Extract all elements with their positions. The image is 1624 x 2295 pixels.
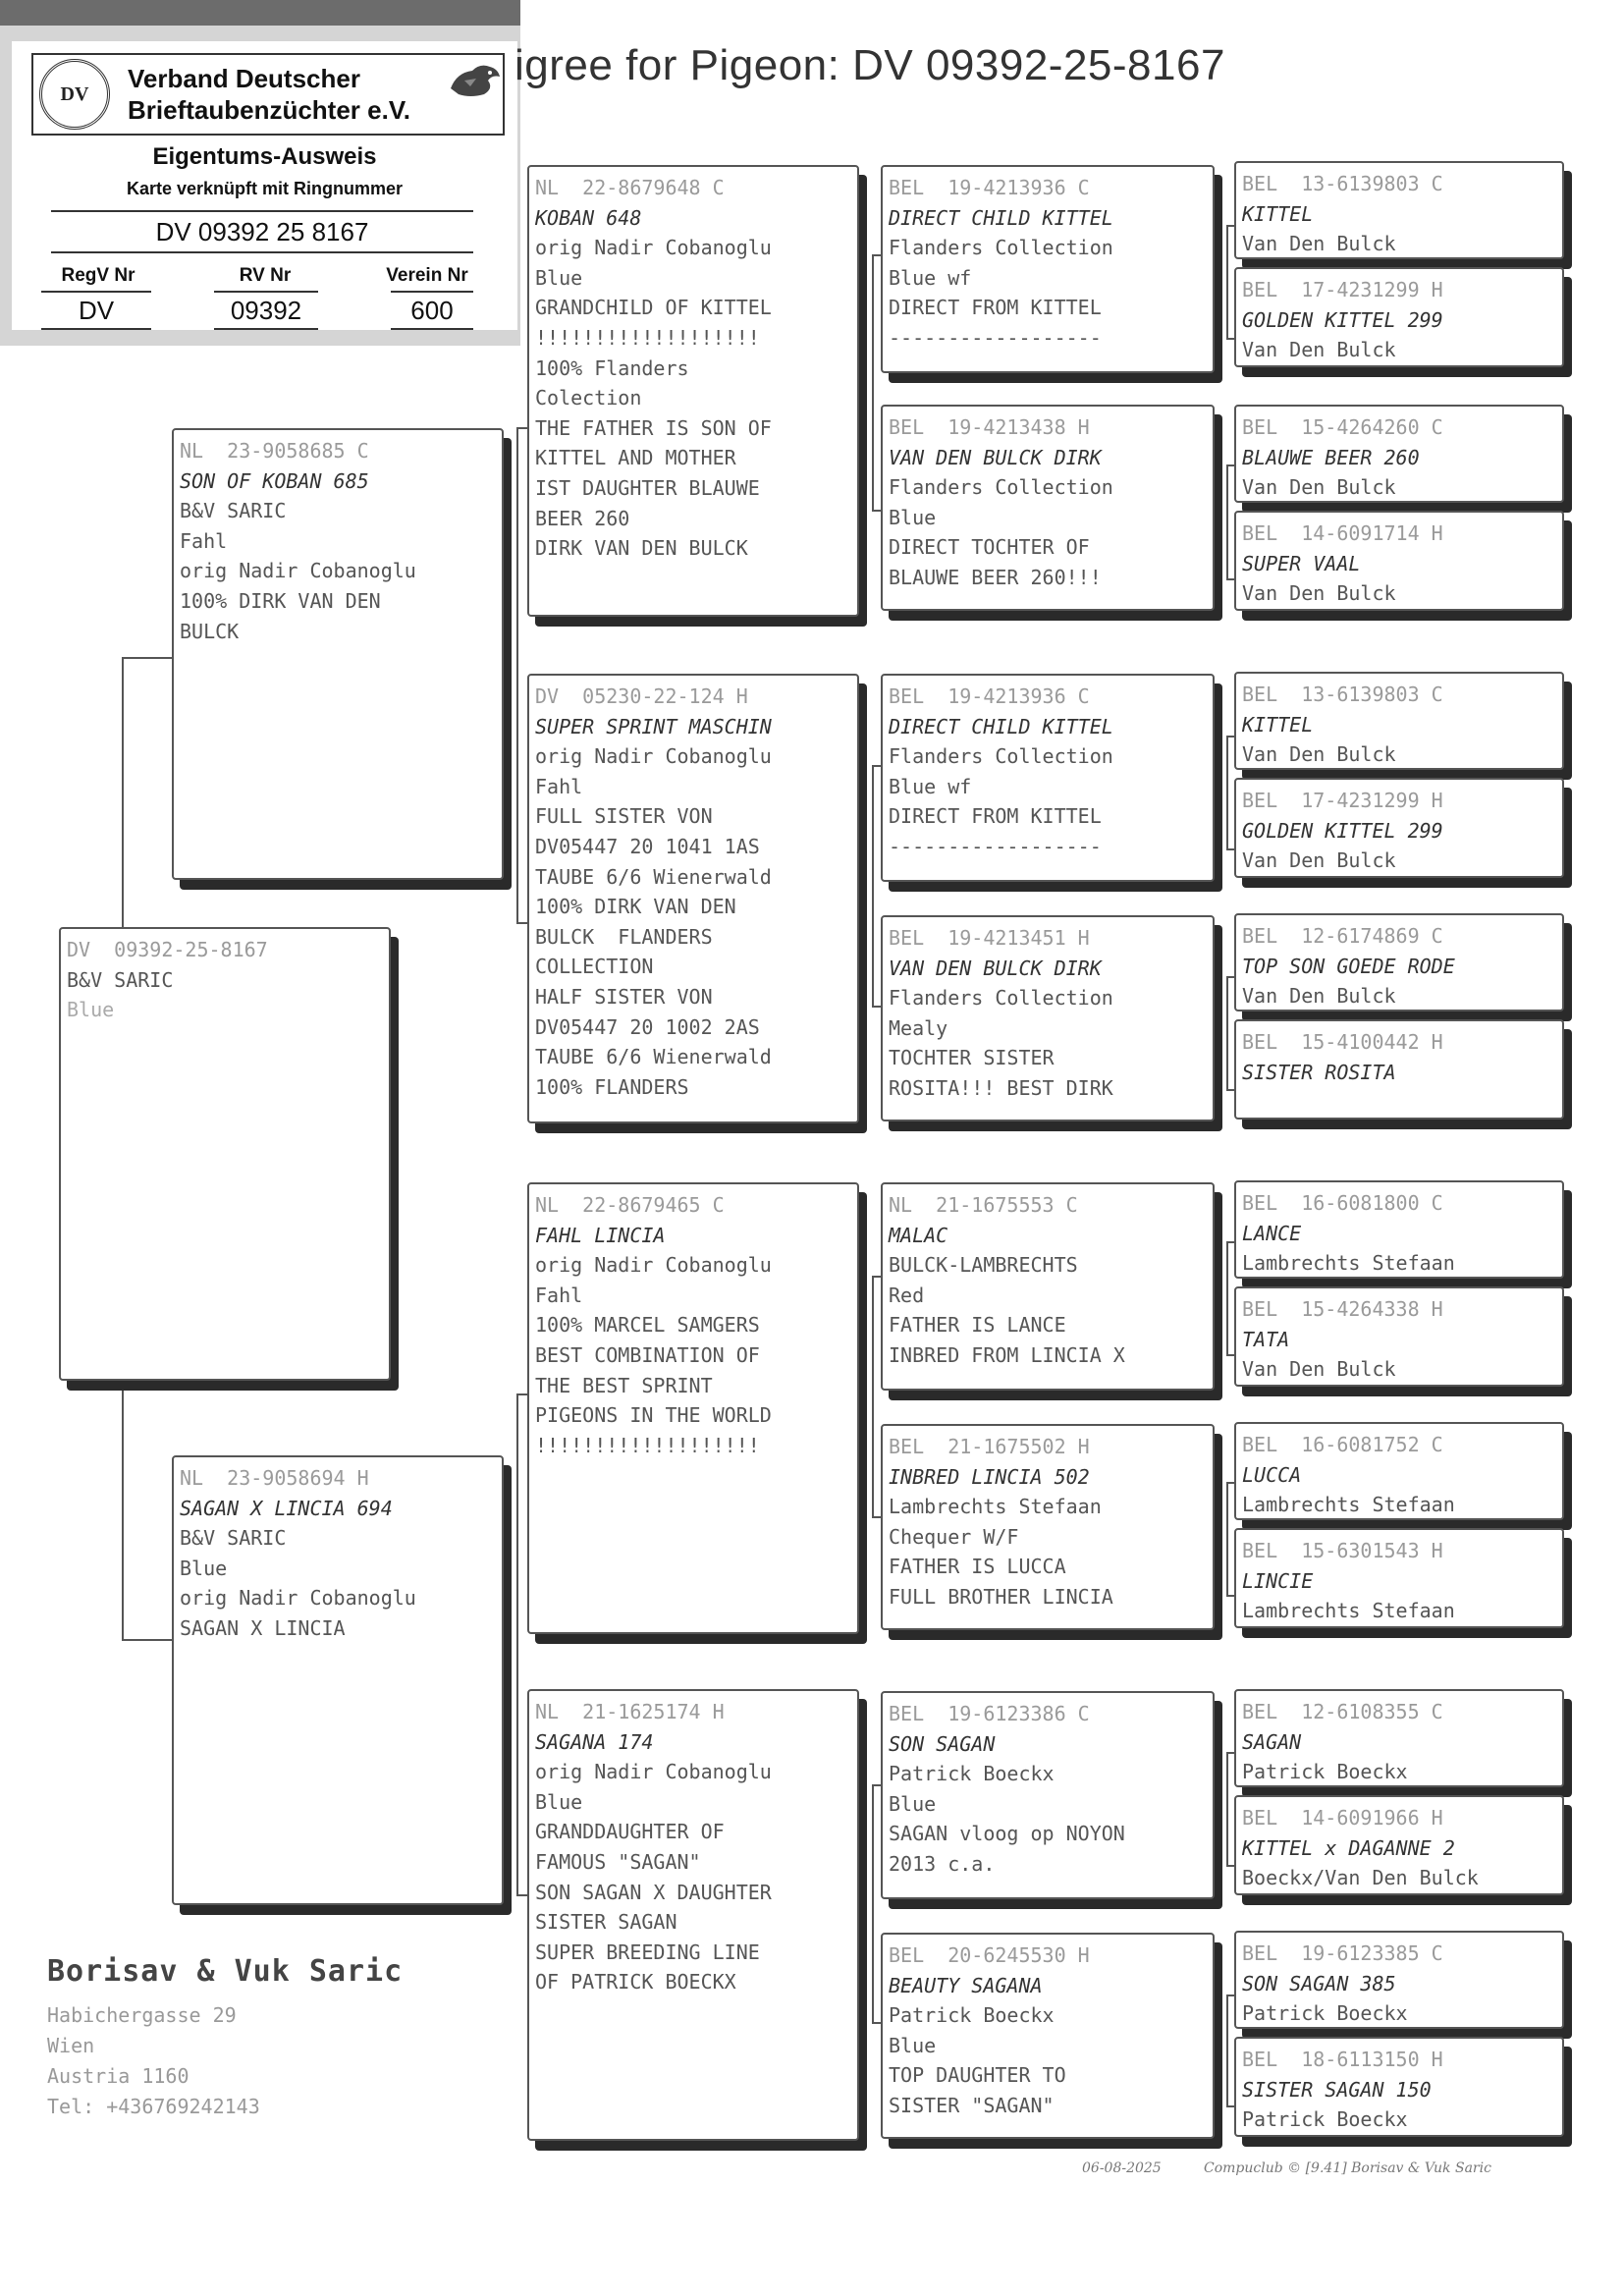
- pigeon-name: SON SAGAN: [889, 1731, 996, 1756]
- pedigree-line: FATHER IS LANCE: [889, 1313, 1066, 1338]
- pedigree-line: 2013 c.a.: [889, 1851, 996, 1876]
- pedigree-line: orig Nadir Cobanoglu: [535, 744, 772, 769]
- pedigree-line: Blue: [535, 1789, 583, 1814]
- great-grandparent-card: [881, 405, 1215, 611]
- subject-ring: DV 09392-25-8167: [67, 938, 268, 961]
- pedigree-line: ------------------: [889, 325, 1102, 350]
- gg-grandparent-card: [1234, 405, 1564, 503]
- pigeon-name: VAN DEN BULCK DIRK: [889, 445, 1102, 469]
- rv-value: 09392: [214, 291, 318, 330]
- pedigree-line: BULCK FLANDERS: [535, 924, 713, 949]
- pedigree-line: Flanders Collection: [889, 986, 1113, 1011]
- pigeon-name: SAGANA 174: [535, 1729, 654, 1754]
- pedigree-line: FAMOUS "SAGAN": [535, 1849, 701, 1874]
- pedigree-line: Fahl: [535, 1283, 583, 1307]
- pedigree-line: DV05447 20 1002 2AS: [535, 1014, 760, 1039]
- pedigree-line: DIRK VAN DEN BULCK: [535, 536, 748, 561]
- pedigree-line: Blue: [889, 505, 937, 529]
- pedigree-line: SAGAN vloog op NOYON: [889, 1822, 1125, 1846]
- pigeon-name: KITTEL x DAGANNE 2: [1242, 1835, 1455, 1860]
- pedigree-line: Van Den Bulck: [1242, 742, 1396, 767]
- gg-grandparent-card: [1234, 1019, 1564, 1120]
- pedigree-line: SISTER "SAGAN": [889, 2093, 1055, 2117]
- pedigree-line: Patrick Boeckx: [1242, 1760, 1408, 1784]
- ring-number: BEL 14-6091714 H: [1242, 521, 1443, 545]
- great-grandparent-card: [881, 1182, 1215, 1391]
- pedigree-line: BLAUWE BEER 260!!!: [889, 565, 1102, 589]
- pedigree-line: Blue wf: [889, 774, 972, 798]
- rv-label: RV Nr: [239, 265, 292, 286]
- pedigree-line: SAGAN X LINCIA: [180, 1615, 346, 1640]
- pedigree-line: orig Nadir Cobanoglu: [535, 1253, 772, 1278]
- pigeon-name: KITTEL: [1242, 712, 1314, 737]
- pedigree-line: SISTER SAGAN: [535, 1910, 677, 1935]
- ring-number: NL 23-9058685 C: [180, 439, 369, 463]
- ring-number: BEL 13-6139803 C: [1242, 172, 1443, 195]
- gg-grandparent-card: [1234, 1422, 1564, 1520]
- pedigree-line: Flanders Collection: [889, 744, 1113, 769]
- pedigree-line: SUPER BREEDING LINE: [535, 1940, 760, 1964]
- regv-label: RegV Nr: [61, 265, 135, 286]
- pedigree-line: TAUBE 6/6 Wienerwald: [535, 864, 772, 889]
- gg-grandparent-card: [1234, 913, 1564, 1011]
- pigeon-name: SAGAN X LINCIA 694: [180, 1496, 393, 1520]
- pedigree-line: FULL BROTHER LINCIA: [889, 1584, 1113, 1609]
- pedigree-line: COLLECTION: [535, 955, 654, 979]
- pedigree-line: 100% DIRK VAN DEN: [535, 895, 736, 919]
- pedigree-line: Lambrechts Stefaan: [889, 1495, 1102, 1519]
- pedigree-line: Van Den Bulck: [1242, 232, 1396, 256]
- pedigree-line: Patrick Boeckx: [889, 2003, 1055, 2028]
- subject-owner: B&V SARIC: [67, 967, 174, 992]
- association-seal-icon: DV: [39, 59, 110, 130]
- pigeon-name: SISTER SAGAN 150: [1242, 2077, 1432, 2102]
- ring-number: BEL 15-4264338 H: [1242, 1297, 1443, 1321]
- pedigree-line: OF PATRICK BOECKX: [535, 1970, 736, 1994]
- ring-number: BEL 19-4213936 C: [889, 176, 1090, 199]
- pigeon-name: SON SAGAN 385: [1242, 1971, 1396, 1995]
- sire-card: [172, 428, 504, 880]
- owner-name: Borisav & Vuk Saric: [47, 1954, 404, 1989]
- pedigree-line: BEER 260: [535, 506, 630, 530]
- pedigree-line: GRANDDAUGHTER OF: [535, 1820, 725, 1844]
- pigeon-name: LUCCA: [1242, 1462, 1302, 1487]
- great-grandparent-card: [881, 1691, 1215, 1899]
- verein-value: 600: [391, 291, 473, 330]
- ring-number: BEL 15-6301543 H: [1242, 1539, 1443, 1562]
- pedigree-line: Blue: [535, 265, 583, 290]
- pigeon-name: GOLDEN KITTEL 299: [1242, 307, 1443, 332]
- pedigree-line: Fahl: [535, 774, 583, 798]
- regv-value: DV: [41, 291, 151, 330]
- pedigree-line: DIRECT FROM KITTEL: [889, 296, 1102, 320]
- gg-grandparent-card: [1234, 1795, 1564, 1895]
- footer-software: Compuclub © [9.41] Borisav & Vuk Saric: [1204, 2160, 1491, 2176]
- document-title: Eigentums-Ausweis: [152, 143, 377, 170]
- gg-grandparent-card: [1234, 672, 1564, 770]
- verein-label: Verein Nr: [386, 265, 468, 286]
- ring-number: BEL 19-6123386 C: [889, 1702, 1090, 1725]
- pigeon-name: VAN DEN BULCK DIRK: [889, 956, 1102, 980]
- pigeon-name: LINCIE: [1242, 1568, 1314, 1593]
- pedigree-line: Lambrechts Stefaan: [1242, 1493, 1455, 1517]
- owner-street: Habichergasse 29: [47, 2003, 237, 2027]
- document-subtitle: Karte verknüpft mit Ringnummer: [126, 179, 404, 198]
- gg-grandparent-card: [1234, 1180, 1564, 1279]
- pedigree-line: THE BEST SPRINT: [535, 1373, 713, 1397]
- pedigree-line: DV05447 20 1041 1AS: [535, 834, 760, 858]
- great-grandparent-card: [881, 674, 1215, 882]
- pigeon-name: MALAC: [889, 1223, 948, 1247]
- grandparent-card: [527, 1182, 859, 1634]
- pedigree-line: FATHER IS LUCCA: [889, 1555, 1066, 1579]
- pigeon-name: SISTER ROSITA: [1242, 1060, 1396, 1084]
- pedigree-line: B&V SARIC: [180, 499, 287, 523]
- pedigree-line: IST DAUGHTER BLAUWE: [535, 475, 760, 500]
- ring-number: NL 22-8679648 C: [535, 176, 725, 199]
- pedigree-line: KITTEL AND MOTHER: [535, 446, 736, 470]
- pigeon-name: LANCE: [1242, 1221, 1302, 1245]
- pigeon-name: SUPER VAAL: [1242, 551, 1361, 575]
- pigeon-name: SON OF KOBAN 685: [180, 468, 369, 493]
- grandparent-card: [527, 165, 859, 617]
- pedigree-line: Blue wf: [889, 265, 972, 290]
- pedigree-line: Mealy: [889, 1015, 948, 1040]
- ring-number: BEL 19-4213451 H: [889, 926, 1090, 950]
- pigeon-name: GOLDEN KITTEL 299: [1242, 818, 1443, 843]
- pedigree-line: BULCK-LAMBRECHTS: [889, 1253, 1078, 1278]
- ring-number: NL 23-9058694 H: [180, 1466, 369, 1490]
- pedigree-line: SON SAGAN X DAUGHTER: [535, 1880, 772, 1904]
- pedigree-line: Flanders Collection: [889, 475, 1113, 500]
- pedigree-line: Red: [889, 1283, 925, 1307]
- ring-number: BEL 17-4231299 H: [1242, 789, 1443, 812]
- pigeon-name: FAHL LINCIA: [535, 1223, 666, 1247]
- great-grandparent-card: [881, 1933, 1215, 2139]
- owner-country: Austria 1160: [47, 2064, 189, 2088]
- pedigree-line: !!!!!!!!!!!!!!!!!!!: [535, 1433, 760, 1457]
- pedigree-line: INBRED FROM LINCIA X: [889, 1342, 1125, 1367]
- pedigree-line: Colection: [535, 386, 642, 410]
- pedigree-line: Van Den Bulck: [1242, 1357, 1396, 1382]
- pedigree-line: Lambrechts Stefaan: [1242, 1251, 1455, 1276]
- pedigree-line: Lambrechts Stefaan: [1242, 1599, 1455, 1623]
- pedigree-line: BEST COMBINATION OF: [535, 1342, 760, 1367]
- owner-phone: Tel: +436769242143: [47, 2095, 260, 2118]
- pigeon-name: DIRECT CHILD KITTEL: [889, 714, 1113, 738]
- pigeon-name: TATA: [1242, 1327, 1290, 1351]
- grandparent-card: [527, 1689, 859, 2141]
- pedigree-line: orig Nadir Cobanoglu: [535, 236, 772, 260]
- gg-grandparent-card: [1234, 2037, 1564, 2137]
- ring-number: BEL 17-4231299 H: [1242, 278, 1443, 301]
- page-title: igree for Pigeon: DV 09392-25-8167: [514, 41, 1225, 89]
- pigeon-name: KOBAN 648: [535, 205, 642, 230]
- ring-number: BEL 13-6139803 C: [1242, 683, 1443, 706]
- pedigree-line: 100% MARCEL SAMGERS: [535, 1313, 760, 1338]
- pigeon-name: INBRED LINCIA 502: [889, 1464, 1090, 1489]
- pigeon-name: TOP SON GOEDE RODE: [1242, 954, 1455, 978]
- pedigree-line: TAUBE 6/6 Wienerwald: [535, 1045, 772, 1069]
- great-grandparent-card: [881, 165, 1215, 373]
- pigeon-name: SAGAN: [1242, 1729, 1302, 1754]
- pedigree-line: Patrick Boeckx: [889, 1762, 1055, 1786]
- ring-number: BEL 21-1675502 H: [889, 1435, 1090, 1458]
- ring-number: DV 09392 25 8167: [51, 210, 473, 253]
- ring-number: NL 22-8679465 C: [535, 1193, 725, 1217]
- pedigree-line: BULCK: [180, 619, 240, 643]
- ring-number: BEL 16-6081800 C: [1242, 1191, 1443, 1215]
- gg-grandparent-card: [1234, 1689, 1564, 1787]
- pedigree-line: B&V SARIC: [180, 1526, 287, 1551]
- pedigree-line: Chequer W/F: [889, 1524, 1019, 1549]
- pedigree-line: DIRECT FROM KITTEL: [889, 804, 1102, 829]
- pedigree-line: Patrick Boeckx: [1242, 2001, 1408, 2026]
- pedigree-line: Van Den Bulck: [1242, 581, 1396, 606]
- pedigree-line: ------------------: [889, 834, 1102, 858]
- pedigree-line: !!!!!!!!!!!!!!!!!!!: [535, 325, 760, 350]
- pedigree-line: Boeckx/Van Den Bulck: [1242, 1866, 1479, 1890]
- pedigree-line: 100% FLANDERS: [535, 1074, 689, 1099]
- ring-number: BEL 19-6123385 C: [1242, 1941, 1443, 1965]
- pedigree-line: Van Den Bulck: [1242, 984, 1396, 1009]
- pedigree-line: Van Den Bulck: [1242, 475, 1396, 500]
- pedigree-line: Van Den Bulck: [1242, 338, 1396, 362]
- gg-grandparent-card: [1234, 1286, 1564, 1387]
- pigeon-name: DIRECT CHILD KITTEL: [889, 205, 1113, 230]
- ring-number: DV 05230-22-124 H: [535, 684, 748, 708]
- great-grandparent-card: [881, 1424, 1215, 1630]
- pigeon-name: KITTEL: [1242, 201, 1314, 226]
- pedigree-line: Blue: [889, 1791, 937, 1816]
- pedigree-line: HALF SISTER VON: [535, 984, 713, 1009]
- pedigree-line: Blue: [889, 2033, 937, 2057]
- pedigree-line: orig Nadir Cobanoglu: [180, 559, 416, 583]
- ring-number: BEL 15-4100442 H: [1242, 1030, 1443, 1054]
- ring-number: BEL 12-6108355 C: [1242, 1700, 1443, 1723]
- great-grandparent-card: [881, 915, 1215, 1121]
- pedigree-line: Fahl: [180, 528, 228, 553]
- ring-number: BEL 19-4213936 C: [889, 684, 1090, 708]
- pedigree-line: ROSITA!!! BEST DIRK: [889, 1075, 1113, 1100]
- pedigree-line: Patrick Boeckx: [1242, 2107, 1408, 2132]
- dam-card: [172, 1455, 504, 1905]
- ring-number: BEL 20-6245530 H: [889, 1943, 1090, 1967]
- grandparent-card: [527, 674, 859, 1123]
- pigeon-name: BEAUTY SAGANA: [889, 1973, 1043, 1997]
- pedigree-line: 100% Flanders: [535, 355, 689, 380]
- subject-pigeon-card: [59, 927, 391, 1381]
- pedigree-line: orig Nadir Cobanoglu: [180, 1586, 416, 1611]
- association-name: Verband Deutscher Brieftaubenzüchter e.V.: [128, 64, 411, 125]
- gg-grandparent-card: [1234, 1528, 1564, 1628]
- pedigree-line: Flanders Collection: [889, 236, 1113, 260]
- ring-number: NL 21-1625174 H: [535, 1700, 725, 1723]
- pedigree-line: GRANDCHILD OF KITTEL: [535, 296, 772, 320]
- ring-number: BEL 15-4264260 C: [1242, 415, 1443, 439]
- gg-grandparent-card: [1234, 778, 1564, 878]
- footer-date: 06-08-2025: [1082, 2160, 1162, 2176]
- pedigree-line: DIRECT TOCHTER OF: [889, 535, 1090, 560]
- subject-color: Blue: [67, 998, 115, 1022]
- ring-number: BEL 19-4213438 H: [889, 415, 1090, 439]
- gg-grandparent-card: [1234, 1931, 1564, 2029]
- ring-number: BEL 16-6081752 C: [1242, 1433, 1443, 1456]
- pedigree-line: TOP DAUGHTER TO: [889, 2063, 1066, 2088]
- pedigree-line: THE FATHER IS SON OF: [535, 415, 772, 440]
- gg-grandparent-card: [1234, 161, 1564, 259]
- gg-grandparent-card: [1234, 511, 1564, 611]
- pedigree-line: PIGEONS IN THE WORLD: [535, 1403, 772, 1428]
- pedigree-line: TOCHTER SISTER: [889, 1046, 1055, 1070]
- pedigree-line: orig Nadir Cobanoglu: [535, 1760, 772, 1784]
- pedigree-line: FULL SISTER VON: [535, 804, 713, 829]
- owner-city: Wien: [47, 2034, 95, 2057]
- pedigree-line: 100% DIRK VAN DEN: [180, 588, 381, 613]
- ring-number: BEL 18-6113150 H: [1242, 2048, 1443, 2071]
- ring-number: BEL 14-6091966 H: [1242, 1806, 1443, 1830]
- gg-grandparent-card: [1234, 267, 1564, 367]
- ring-number: BEL 12-6174869 C: [1242, 924, 1443, 948]
- pedigree-line: Blue: [180, 1556, 228, 1580]
- pedigree-line: Van Den Bulck: [1242, 848, 1396, 873]
- pigeon-name: SUPER SPRINT MASCHIN: [535, 714, 772, 738]
- ring-number: NL 21-1675553 C: [889, 1193, 1078, 1217]
- pigeon-name: BLAUWE BEER 260: [1242, 445, 1420, 469]
